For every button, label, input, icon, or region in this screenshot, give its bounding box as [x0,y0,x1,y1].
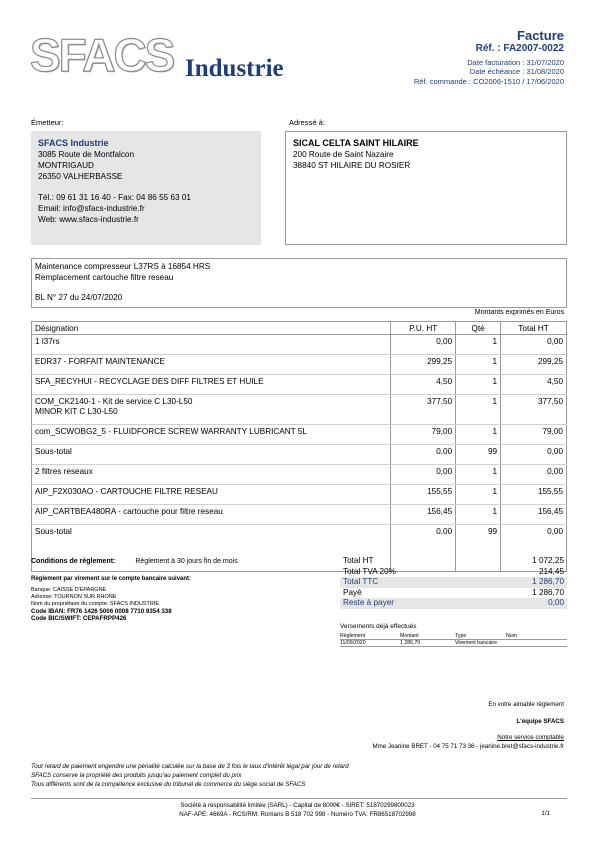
cell-designation: 1 l37rs [32,335,391,355]
cell-quantity: 1 [456,355,501,375]
column-header: Total HT [501,322,567,335]
total-row [340,556,567,567]
cell-total: 0,00 [501,465,567,485]
payment-row [340,640,567,647]
accounting-service: Notre service comptable [497,734,564,741]
emitter-phone: Tél.: 09 61 31 16 40 - Fax: 04 86 55 63 01 [38,193,191,202]
cell-designation: EDR37 - FORFAIT MAINTENANCE [32,355,391,375]
cell-total: 0,00 [501,445,567,465]
total-label: Total TVA 20% [343,566,396,576]
cell-unit-price: 299,25 [391,355,456,375]
company-logo: SFACS [30,29,174,81]
cell-quantity: 99 [456,525,501,572]
bank-bic: Code BIC/SWIFT: CEPAFRPP426 [31,615,127,622]
delivery-note: BL N° 27 du 24/07/2020 [35,293,123,302]
cell-quantity: 1 [456,505,501,525]
cell-unit-price: 0,00 [391,465,456,485]
object-line: Remplacement cartouche filtre reseau [35,272,174,282]
total-value: 0,00 [548,598,564,607]
company-logo-subtitle: Industrie [185,55,284,82]
table-row [32,505,567,525]
bank-details [31,576,281,622]
legal-line: Tout retard de paiement engendre une pénalité calculée sur la base de 3 fois le taux d'intérêt légal par jour de retard [31,763,349,770]
cell-designation: Sous-total [32,525,391,572]
emitter-address-line: 26350 VALHERBASSE [38,172,123,181]
total-value: 1 286,70 [532,587,564,597]
total-row [340,577,567,588]
column-header: P.U. HT [391,322,456,335]
cell-unit-price: 4,50 [391,375,456,395]
page-number: 1/1 [541,810,550,817]
legal-line: Tous différents sont de la compétence exclusive du tribunal de commerce du siège social de SFACS [31,781,306,788]
cell-total: 79,00 [501,425,567,445]
document-title: Facture [517,28,564,43]
cell-unit-price: 0,00 [391,445,456,465]
payment-date: 11/09/2020 [340,640,366,646]
cell-unit-price: 155,55 [391,485,456,505]
bank-address: Adresse: TOURNON SUR RHONE [31,594,117,600]
recipient-address-line: 38840 ST HILAIRE DU ROSIER [293,161,411,170]
conditions-value: Règlement à 30 jours fin de mois [135,558,238,565]
amounts-note: Montants exprimés en Euros [474,309,564,316]
table-row [32,485,567,505]
cell-unit-price: 79,00 [391,425,456,445]
payments-block [340,623,567,647]
designation-detail: MINOR KIT C L30-L50 [35,407,118,416]
table-row [32,445,567,465]
payment-number [506,640,546,646]
payment-column-header: Num [506,633,517,639]
cell-quantity: 1 [456,375,501,395]
recipient-label: Adressé à: [289,118,325,127]
cell-quantity: 1 [456,335,501,355]
cell-total: 0,00 [501,525,567,572]
cell-total: 377,50 [501,395,567,425]
total-value: 1 072,25 [532,556,564,565]
cell-designation: AIP_F2X030AO - CARTOUCHE FILTRE RESEAU [32,485,391,505]
emitter-name: SFACS Industrie [38,138,109,148]
total-value: 214,45 [538,566,564,576]
bank-name: Banque: CAISSE D'EPARGNE [31,587,107,593]
cell-unit-price: 156,45 [391,505,456,525]
total-row [340,567,567,578]
table-row [32,425,567,445]
invoice-reference: Réf. : FA2007-0022 [475,43,564,54]
emitter-label: Émetteur: [31,118,64,127]
bank-title: Règlement par virement sur le compte bancaire suivant: [31,576,192,582]
total-row [340,588,567,599]
cell-total: 0,00 [501,335,567,355]
total-row [340,598,567,609]
closing-team: L'équipe SFACS [516,718,564,725]
column-header: Désignation [32,322,391,335]
cell-quantity: 1 [456,465,501,485]
object-line: Maintenance compresseur L37RS à 16854 HRS [35,262,211,271]
cell-unit-price: 0,00 [391,525,456,572]
footer-company-info: Société à responsabilité limitée (SARL) - Capital de 8000€ - SIRET: 51870299800023 [180,802,415,809]
due-date: Date échéance : 31/08/2020 [469,67,564,76]
cell-designation: AIP_CARTBEA480RA - cartouche pour filtre reseau [32,505,391,525]
invoice-date: Date facturation : 31/07/2020 [467,58,564,67]
cell-quantity: 1 [456,395,501,425]
recipient-address-line: 200 Route de Saint Nazaire [293,150,394,159]
cell-total: 156,45 [501,505,567,525]
cell-designation [32,395,391,425]
total-label: Reste à payer [343,598,394,607]
payment-type: Virement bancaire [455,640,498,646]
designation-line: COM_CK2140-1 - Kit de service C L30-L50 [35,397,193,406]
cell-unit-price: 0,00 [391,335,456,355]
cell-total: 299,25 [501,355,567,375]
invoice-object-box [31,258,567,308]
recipient-name: SICAL CELTA SAINT HILAIRE [293,138,419,148]
cell-total: 155,55 [501,485,567,505]
closing-greeting: En votre aimable règlement [488,701,564,708]
table-row [32,465,567,485]
recipient-box [285,131,567,245]
emitter-box [31,131,261,245]
invoice-items-table [31,321,567,572]
footer-registration-info: NAF-APE: 4669A - RCS/RM: Romans B 518 702 998 - Numéro TVA: FR86518702998 [179,811,416,818]
table-row [32,395,567,425]
table-row [32,375,567,395]
emitter-address-line: 3085 Route de Montfalcon [38,150,135,159]
cell-quantity: 1 [456,425,501,445]
payment-column-header: Type [455,633,467,639]
emitter-web: Web: www.sfacs-industrie.fr [38,215,139,224]
totals-block [340,556,567,609]
payment-column-header: Montant [400,633,419,639]
emitter-address-line: MONTRIGAUD [38,161,94,170]
payments-title: Versements déjà effectués [340,623,417,630]
total-value: 1 286,70 [532,577,564,586]
cell-designation: Sous-total [32,445,391,465]
cell-unit-price: 377,50 [391,395,456,425]
total-label: Total HT [343,556,374,565]
legal-notes [31,762,349,789]
cell-quantity: 99 [456,445,501,465]
cell-designation: com_SCWOBG2_5 - FLUIDFORCE SCREW WARRANTY LUBRICANT 5L [32,425,391,445]
total-label: Payé [343,587,362,597]
payment-column-header: Règlement [340,633,366,639]
order-reference: Réf. commande : CO2006-1510 / 17/06/2020 [413,77,564,86]
cell-designation: 2 filtres reseaux [32,465,391,485]
bank-iban: Code IBAN: FR76 1426 5006 0008 7710 9354 338 [31,608,172,615]
legal-line: SFACS conserve la propriété des produits jusqu'au paiement complet du prix [31,772,242,779]
total-label: Total TTC [343,577,379,586]
cell-total: 4,50 [501,375,567,395]
footer [0,801,595,819]
payments-header [340,633,567,640]
table-row [32,335,567,355]
column-header: Qté [456,322,501,335]
conditions-label: Conditions de règlement: [31,558,116,565]
table-row [32,355,567,375]
accounting-contact: Mme Jeanine BRET - 04 75 71 73 36 - jeanine.bret@sfacs-industrie.fr [372,743,564,750]
payment-amount: 1 286,70 [400,640,421,646]
emitter-email: Email: info@sfacs-industrie.fr [38,204,145,213]
payment-conditions [31,558,238,565]
cell-designation: SFA_RECYHUI - RECYCLAGE DES DIFF FILTRES ET HUILE [32,375,391,395]
cell-quantity: 1 [456,485,501,505]
account-owner: Nom du propriétaire du compte: SFACS INDUSTRIE [31,601,160,607]
footer-divider [31,798,567,799]
